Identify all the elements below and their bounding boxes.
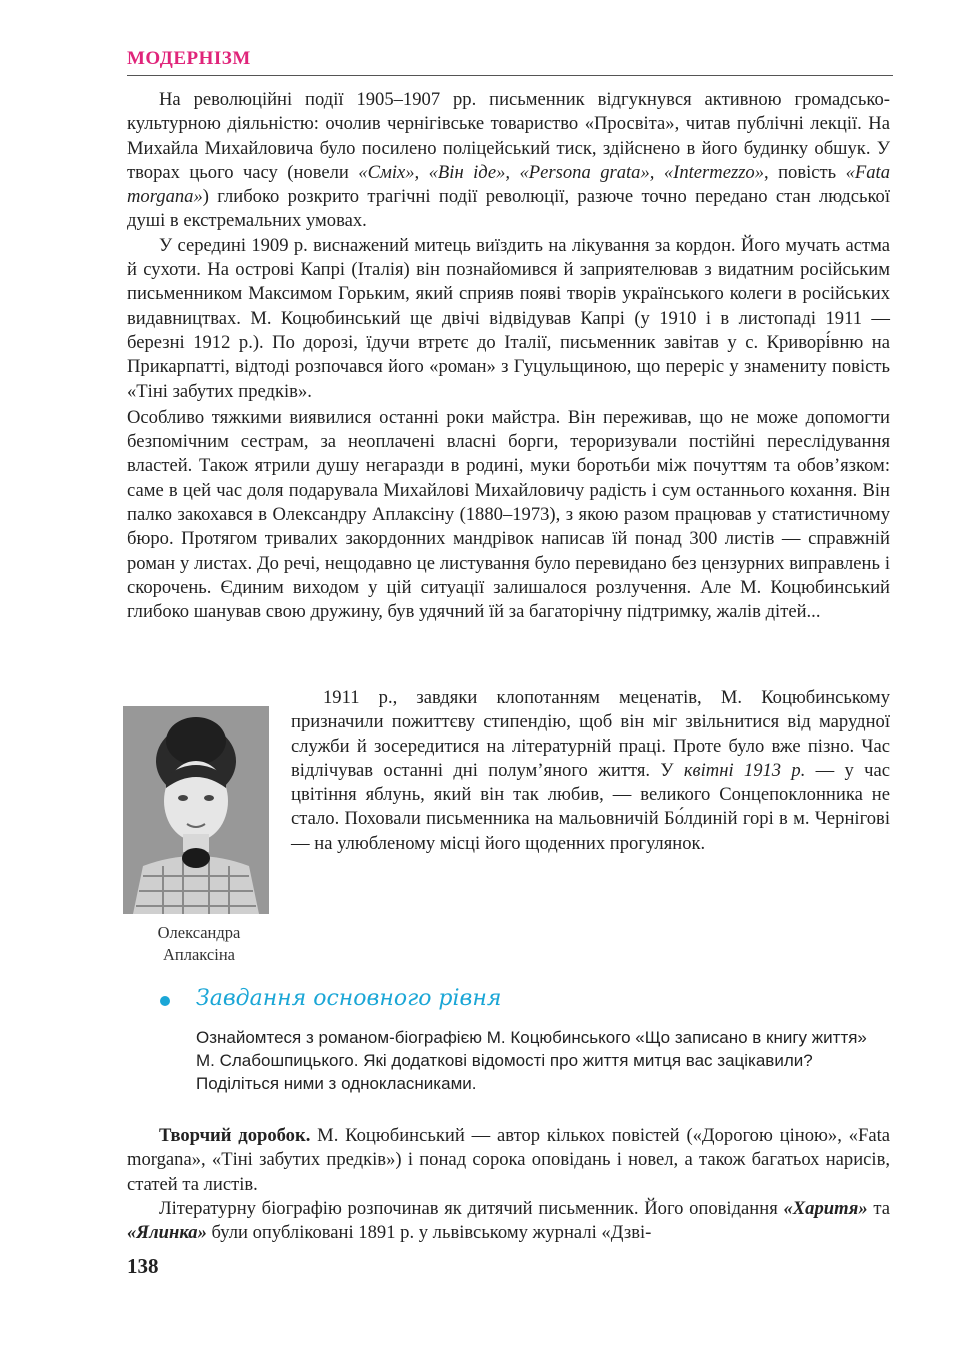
- portrait-caption: [123, 922, 275, 966]
- paragraph-capri: У середині 1909 р. виснажений митець виїздить на лікування за кордон. Його мучать астма й сухоти. На острові Капрі (Італія) він познайомився й заприятелював з видатним російським письменником Максимом Горьким, який сприяв появі творів українського колеги в російських видавництвах. М. Коцюбинський ще двічі відвідував Капрі (у 1910 і в листопаді 1911 — березні 1912 р.). По дорозі, їдучи втретє до Італії, письменник завітав у с. Криворі́вню на Прикарпатті, відтоді розпочався його «роман» з Гуцульщиною, що переріс у знамениту повість «Тіні забутих предків».: [127, 234, 890, 402]
- italic-works: «Сміх», «Він іде», «Persona grata», «Intermezzo»: [358, 161, 765, 183]
- text-run: ) глибоко розкрито трагічні події революції, разюче точно передано стан людської душі в екстремальних умовах.: [127, 186, 890, 232]
- page-number: 138: [127, 1254, 159, 1278]
- caption-line: Аплаксіна: [163, 945, 235, 964]
- section-title: МОДЕРНІЗМ: [127, 48, 251, 69]
- portrait-photo: [123, 706, 269, 914]
- text-run: та: [867, 1197, 890, 1219]
- wrapped-text: [291, 686, 890, 856]
- text-run: М. Коцюбинський — автор кількох повістей («Дорогою ціною», «Fata morgana», «Тіні забутих предків») і понад сорока оповідань і новел, а також багатьох нарисів, статей та листів.: [127, 1125, 890, 1195]
- task-text: Ознайомтеся з романом-біографією М. Коцюбинського «Що записано в книгу життя» М. Слабошпицького. Які додаткові відомості про життя митця вас зацікавили? Поділіться ними з однокласниками.: [196, 1028, 867, 1093]
- paragraph-biography: [127, 1197, 890, 1246]
- paragraph-creative-work: [127, 1124, 890, 1197]
- main-text: [127, 88, 890, 625]
- task-title: Завдання основного рівня: [196, 986, 502, 1011]
- bullet-icon: [160, 996, 170, 1006]
- portrait-figure: [123, 700, 275, 966]
- text-run: — у час цвітіння яблунь, який він так любив, — великого Сонцепоклонника не стало. Поховали письменника на мальовничій Бо́лдиній горі в м. Чернігові — на улюбленому місці його щоденних прогулянок.: [291, 759, 891, 854]
- caption-line: Олександра: [157, 923, 241, 942]
- bold-italic-title: «Харитя»: [783, 1197, 868, 1219]
- text-run: Літературну біографію розпочинав як дитячий письменник. Його оповідання: [159, 1197, 784, 1219]
- text-run: , повість: [764, 161, 846, 183]
- italic-date: квітні 1913 р.: [683, 759, 806, 781]
- paragraph-last-years: [127, 406, 890, 625]
- text-run: На революційні події 1905–1907 рр. письменник відгукнувся активною громадсько-культурною діяльністю: очолив чернігівське товариство «Просвіта», читав публічні лекції. На Михайла Михайловича було посилено поліцейський тиск, здійснено в його будинку обшук. У творах цього часу (новели: [127, 89, 890, 183]
- portrait-image: [123, 706, 269, 914]
- text-run: були опубліковані 1891 р. у львівському журналі «Дзві-: [206, 1222, 652, 1244]
- text-run: Особливо тяжкими виявилися останні роки майстра. Він переживав, що не може допомогти безпомічним сестрам, за неоплачені власні борги, тероризували постійні переслідування властей. Також ятрили душу негаразди в родині, муки боротьби між почуттям та обов’язком: саме в цей час доля подарувала Михайлові Михайловичу радість і сум останнього кохання. Він палко закохався в Олександру Аплаксіну (1880–1973), з якою разом працював у статистичному бюро. Протягом тривалих закордонних мандрівок написав їй понад 300 листів — справжній роман у листах. До речі, нещодавно це листування було перевидано без цензурних виправлень і скорочень. Єдиним виходом у цій ситуації залишалося розлучення. Але М. Коцюбинський глибоко шанував свою дружину, був удячний їй за багаторічну підтримку, жалів дітей...: [127, 406, 890, 623]
- paragraph-revolution: [127, 88, 890, 234]
- bold-heading: Творчий доробок.: [159, 1125, 311, 1146]
- bottom-text: [127, 1124, 890, 1245]
- italic-fata-morgana: «Fata morgana»: [127, 161, 890, 208]
- header-rule: [127, 75, 893, 76]
- text-run: 1911 р., завдяки клопотанням меценатів, М. Коцюбинському призначили пожиттєву стипендію, щоб він міг звільнитися від марудної служби й зосередитися на літературній праці. Проте було вже пізно. Час відлічував останні дні полум’яного життя. У: [291, 687, 890, 781]
- paragraph-stipend: [291, 686, 890, 856]
- bold-italic-title: «Ялинка»: [127, 1222, 207, 1244]
